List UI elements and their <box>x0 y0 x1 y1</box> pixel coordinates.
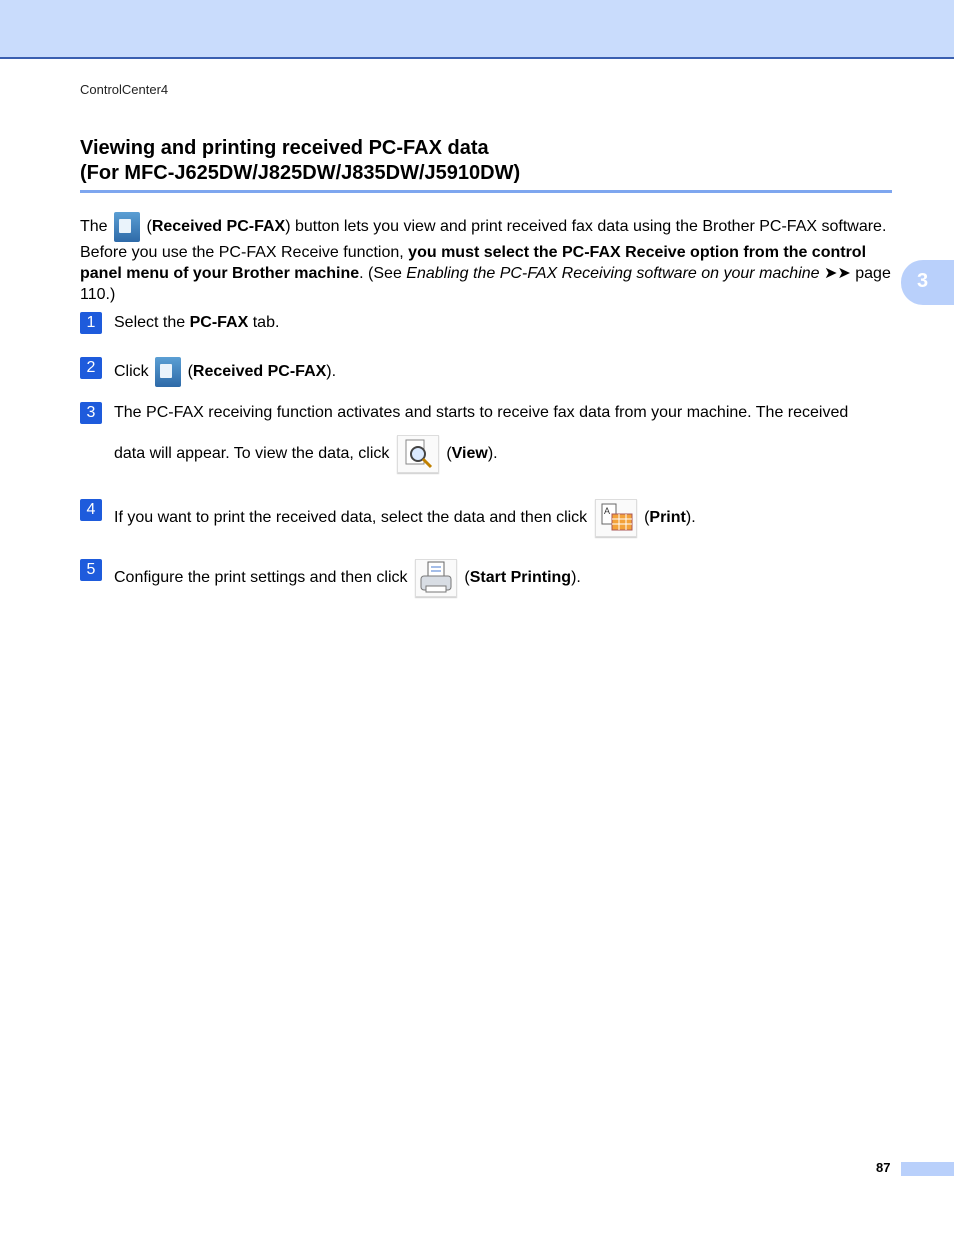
svg-text:A: A <box>603 506 610 516</box>
step-text <box>114 499 696 537</box>
step-number: 4 <box>80 499 102 521</box>
printer-icon <box>415 559 457 597</box>
step-text-part: Click <box>114 363 149 381</box>
intro-bold-button-name: Received PC-FAX <box>151 218 286 236</box>
step-text-part: Configure the print settings and then click <box>114 569 408 587</box>
intro-cross-reference: Enabling the PC-FAX Receiving software on your machine <box>406 265 820 282</box>
section-title-line1: Viewing and printing received PC-FAX data <box>80 137 489 159</box>
print-grid-icon <box>595 499 637 537</box>
tab-name: PC-FAX <box>189 314 249 331</box>
intro-text: . (See <box>359 265 407 282</box>
chapter-tab <box>901 260 954 305</box>
step-text-part: ). <box>571 569 581 587</box>
button-name: Start Printing <box>469 569 572 587</box>
step-text-part: ). <box>685 509 696 527</box>
title-underline <box>80 190 892 193</box>
received-pc-fax-icon <box>155 357 181 387</box>
step-number: 5 <box>80 559 102 581</box>
step-text-part: ). <box>326 363 337 381</box>
step-text-part: data will appear. To view the data, click <box>114 445 390 463</box>
step-text-part: ( <box>183 363 193 381</box>
step-number: 1 <box>80 312 102 334</box>
magnifier-document-icon <box>397 435 439 473</box>
step-text <box>114 559 581 597</box>
button-name: Received PC-FAX <box>192 363 327 381</box>
step-text-part: ( <box>639 509 650 527</box>
intro-text: The <box>80 218 108 236</box>
step-3 <box>80 402 892 472</box>
intro-text: ) button lets you view and print received fax data using the Brother PC-FAX software. Before you use the PC-FAX Receive function, <box>80 218 887 261</box>
chapter-number: 3 <box>917 270 929 292</box>
step-text-part: ). <box>487 445 498 463</box>
step-text <box>114 435 498 473</box>
received-pc-fax-icon <box>114 212 140 242</box>
printer-graphic <box>416 560 456 596</box>
step-text <box>114 357 336 387</box>
page-number: 87 <box>876 1160 891 1175</box>
magnifier-document-graphic <box>398 436 438 472</box>
step-text-line1: The PC-FAX receiving function activates and starts to receive fax data from your machine. The received <box>114 404 849 421</box>
step-text-part: If you want to print the received data, select the data and then click <box>114 509 588 527</box>
intro-text: ( <box>142 218 152 236</box>
step-text-part: tab. <box>248 314 280 331</box>
step-text-part: ( <box>441 445 452 463</box>
print-grid-graphic <box>596 500 636 536</box>
step-number: 2 <box>80 357 102 379</box>
intro-bold-instruction: you must select the PC-FAX Receive option from the control panel menu of your Brother machine <box>80 244 867 282</box>
step-text-part: ( <box>459 569 470 587</box>
running-header: ControlCenter4 <box>80 82 169 97</box>
top-header-band <box>0 0 954 59</box>
intro-paragraph <box>80 212 892 305</box>
step-text-part: Select the <box>114 314 190 331</box>
footer-bar <box>901 1162 954 1176</box>
section-title <box>80 136 892 186</box>
button-name: View <box>451 445 488 463</box>
intro-page-reference: ➤➤ page 110.) <box>80 265 891 303</box>
button-name: Print <box>649 509 686 527</box>
step-number: 3 <box>80 402 102 424</box>
step-text <box>114 312 279 334</box>
section-title-line2: (For MFC-J625DW/J825DW/J835DW/J5910DW) <box>80 162 521 184</box>
